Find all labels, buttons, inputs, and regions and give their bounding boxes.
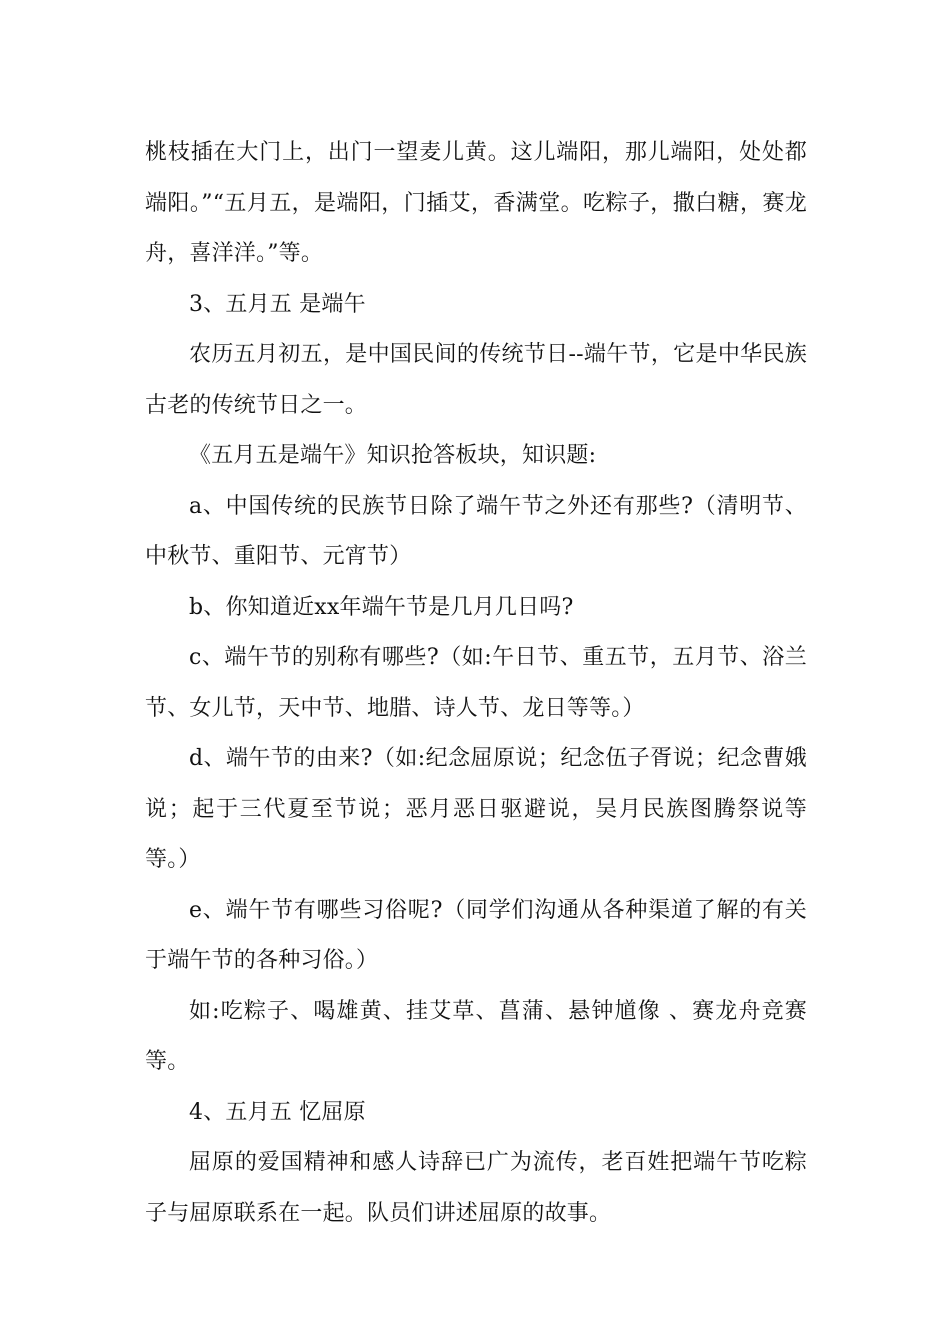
quiz-item-d: d、端午节的由来?（如:纪念屈原说；纪念伍子胥说；纪念曹娥说；起于三代夏至节说；恶月恶日驱避说，吴月民族图腾祭说等等。） [145, 746, 807, 872]
paragraph-continuation: 桃枝插在大门上，出门一望麦儿黄。这儿端阳，那儿端阳，处处都端阳。”“五月五，是端阳，门插艾，香满堂。吃粽子，撒白糖，赛龙舟，喜洋洋。”等。 [145, 140, 807, 266]
paragraph-quyuan: 屈原的爱国精神和感人诗辞已广为流传，老百姓把端午节吃粽子与屈原联系在一起。队员们讲述屈原的故事。 [145, 1150, 807, 1226]
quiz-item-b: b、你知道近xx年端午节是几月几日吗? [189, 594, 574, 620]
section-heading-3: 3、五月五 是端午 [189, 291, 366, 317]
paragraph-customs-example: 如:吃粽子、喝雄黄、挂艾草、菖蒲、悬钟馗像 、赛龙舟竞赛等。 [145, 998, 807, 1074]
section-heading-4: 4、五月五 忆屈原 [189, 1099, 366, 1125]
quiz-item-c: c、端午节的别称有哪些?（如:午日节、重五节，五月节、浴兰节、女儿节，天中节、地腊、诗人节、龙日等等。） [145, 645, 807, 721]
quiz-item-a: a、中国传统的民族节日除了端午节之外还有那些?（清明节、中秋节、重阳节、元宵节） [145, 493, 807, 569]
quiz-item-e: e、端午节有哪些习俗呢?（同学们沟通从各种渠道了解的有关于端午节的各种习俗。） [145, 897, 807, 973]
document-body [145, 128, 807, 1239]
paragraph-quiz-title: 《五月五是端午》知识抢答板块，知识题: [189, 443, 597, 468]
paragraph-intro: 农历五月初五，是中国民间的传统节日--端午节，它是中华民族古老的传统节日之一。 [145, 342, 807, 418]
